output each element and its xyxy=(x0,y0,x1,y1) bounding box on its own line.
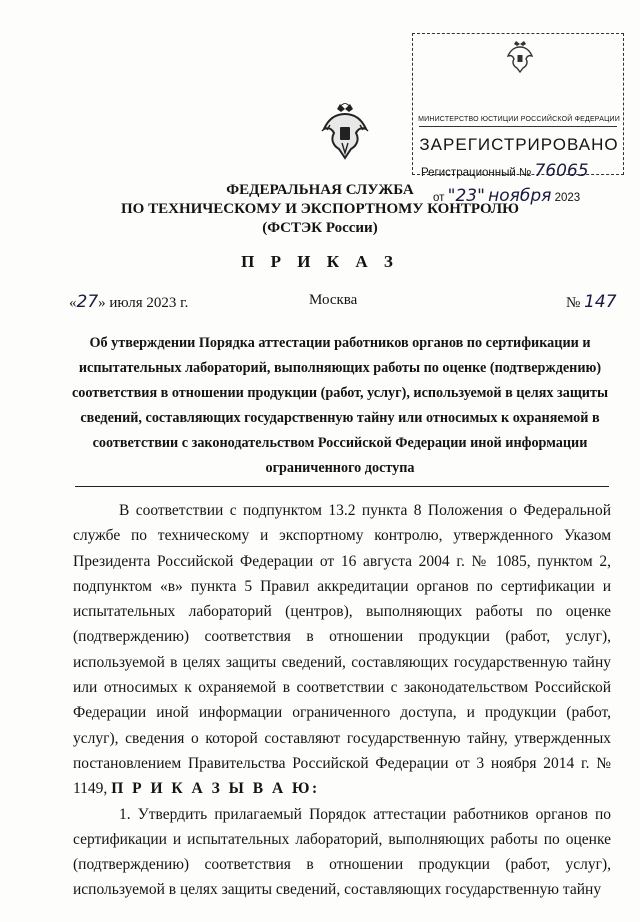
item-1-paragraph: 1. Утвердить прилагаемый Порядок аттестации работников органов по сертификации и испытательных лабораторий, выполняющих работы по оценке (подтверждению) соответствия в отношении продукции (работ, услуг), используемой в целях защиты сведений, составляющих государственную тайну xyxy=(73,805,611,899)
stamp-reg-number: 76065 xyxy=(534,161,589,181)
coat-of-arms-icon xyxy=(320,103,370,161)
stamp-date-prefix: от xyxy=(433,192,445,204)
stamp-date-month: ноября xyxy=(488,186,552,206)
command-word: П Р И К А З Ы В А Ю: xyxy=(111,780,320,798)
agency-header xyxy=(0,181,640,238)
order-number: 147 xyxy=(584,292,617,312)
stamp-ministry-name: МИНИСТЕРСТВО ЮСТИЦИИ РОССИЙСКОЙ ФЕДЕРАЦИИ xyxy=(418,116,620,123)
order-day: 27 xyxy=(76,292,99,312)
order-number-label: № xyxy=(566,295,581,311)
order-number-block xyxy=(566,292,617,312)
agency-line-2: ПО ТЕХНИЧЕСКОМУ И ЭКСПОРТНОМУ КОНТРОЛЮ xyxy=(121,201,519,217)
stamp-registration-line xyxy=(421,161,589,181)
subject-divider xyxy=(75,486,609,487)
preamble-text: В соответствии с подпунктом 13.2 пункта 8 Положения о Федеральной службе по техническому и экспортному контролю, утвержденного Указом Президента Российской Федерации от 16 августа 2004 г. № 1085, пунктом 2, подпунктом «в» пункта 5 Правил аккредитации органов по сертификации и испытательных лабораторий (центров), выполняющих работы по оценке (подтверждению) соответствия в отношении продукции (работ, услуг), используемой в целях защиты сведений, составляющих государственную тайну или относимых к охраняемой в соответствии с законодательством Российской Федерации иной информации ограниченного доступа, и продукции (работ, услуг), сведения о которой составляют государственную тайну, утвержденных постановлением Правительства Российской Федерации от 3 ноября 2014 г. № 1149, xyxy=(73,502,611,798)
stamp-divider xyxy=(419,126,617,127)
date-quote-open: « xyxy=(69,295,77,311)
stamp-date-day: "23" xyxy=(447,186,485,206)
order-body xyxy=(73,498,611,903)
agency-line-1: ФЕДЕРАЛЬНАЯ СЛУЖБА xyxy=(226,182,414,198)
stamp-reg-label: Регистрационный № xyxy=(421,167,532,179)
order-title: П Р И К А З xyxy=(241,252,399,271)
preamble-paragraph xyxy=(73,498,611,802)
order-date-rest: » июля 2023 г. xyxy=(98,295,189,311)
agency-line-3: (ФСТЭК России) xyxy=(262,220,378,236)
order-city: Москва xyxy=(309,292,358,308)
stamp-status: ЗАРЕГИСТРИРОВАНО xyxy=(419,135,619,154)
order-dateline xyxy=(0,292,640,312)
order-subject: Об утверждении Порядка аттестации работников органов по сертификации и испытательных лабораторий, выполняющих работы по оценке (подтверждению) соответствия в отношении продукции (работ, услуг), используемой в целях защиты сведений, составляющих государственную тайну или относимых к охраняемой в соответствии с законодательством Российской Федерации иной информации ограниченного доступа xyxy=(71,335,609,476)
stamp-coat-of-arms-icon xyxy=(505,40,535,74)
order-date xyxy=(69,292,188,312)
stamp-date-year: 2023 xyxy=(554,192,581,204)
registration-stamp xyxy=(412,33,624,206)
